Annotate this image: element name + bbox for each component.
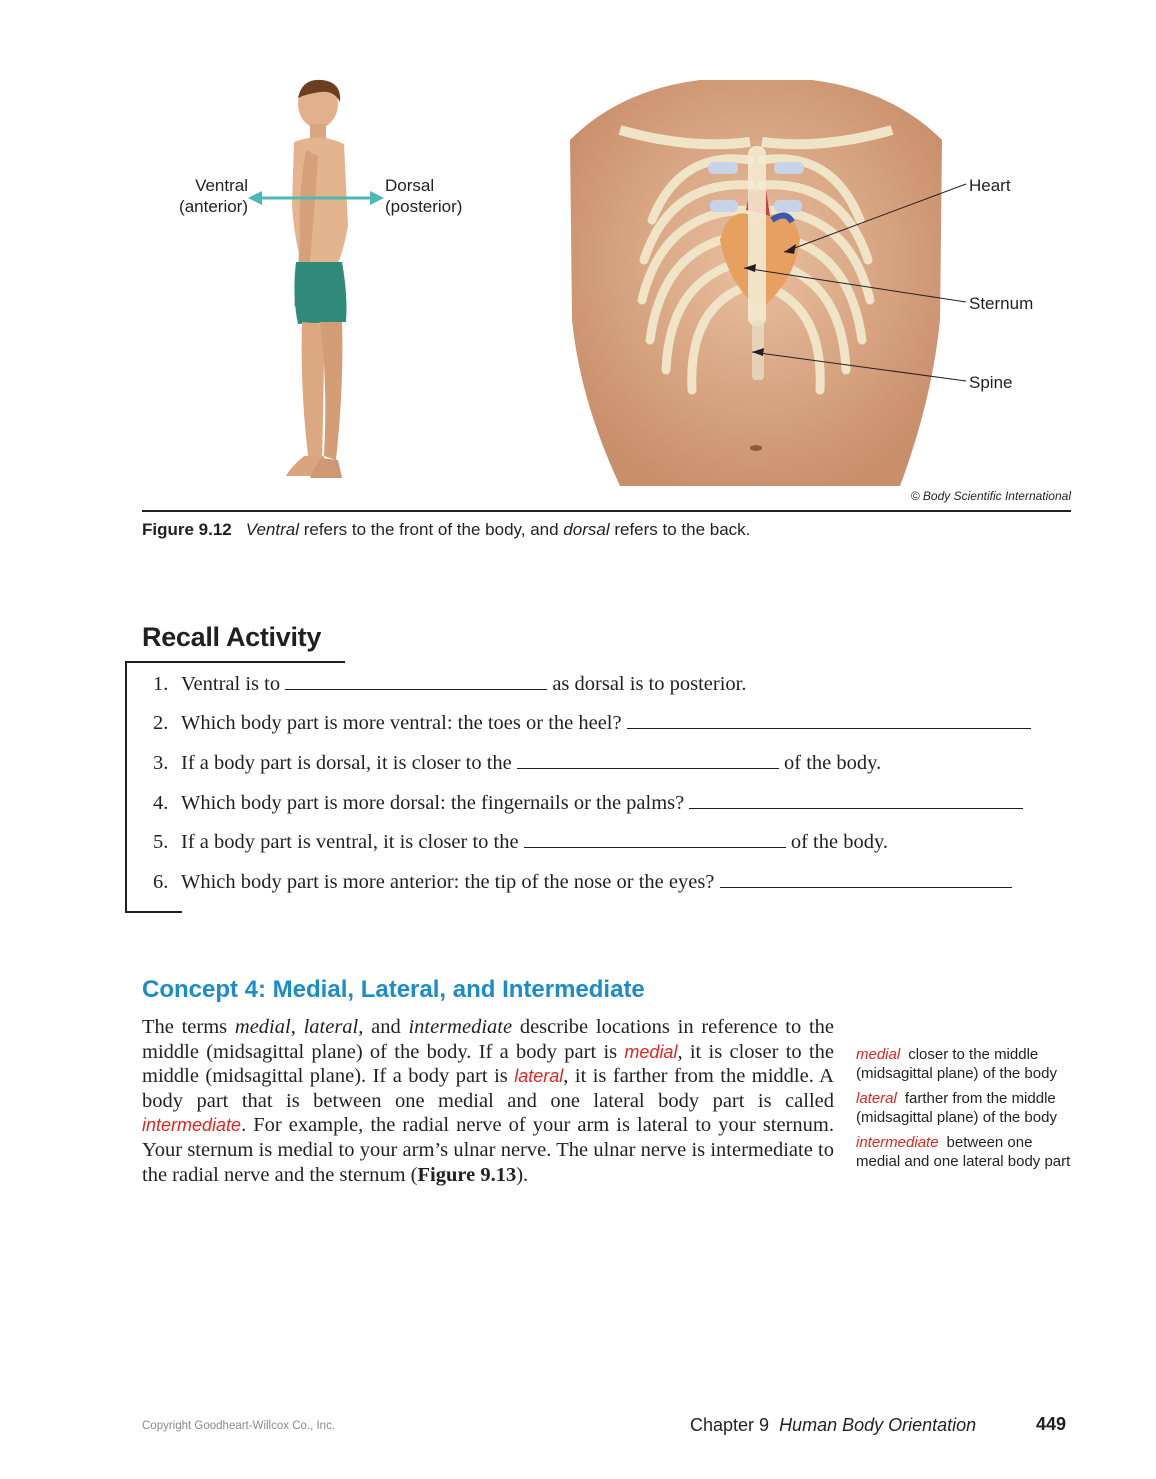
figure-divider	[142, 510, 1071, 512]
recall-question-3: 3. If a body part is dorsal, it is closer to the of the body.	[153, 752, 882, 774]
recall-question-6: 6. Which body part is more anterior: the tip of the nose or the eyes?	[153, 869, 1012, 895]
answer-blank[interactable]	[627, 710, 1031, 729]
ventral-dorsal-arrow	[248, 188, 384, 208]
caption-term-ventral: Ventral	[245, 520, 299, 539]
dorsal-label: Dorsal (posterior)	[385, 176, 463, 216]
caption-text-end: refers to the back.	[609, 520, 751, 539]
glossary-item: lateral farther from the middle (midsagittal plane) of the body	[856, 1090, 1057, 1126]
concept-heading: Concept 4: Medial, Lateral, and Intermediate	[142, 976, 645, 1003]
recall-box-border	[125, 661, 127, 913]
answer-blank[interactable]	[689, 790, 1023, 809]
image-credit: © Body Scientific International	[910, 489, 1071, 503]
recall-question-1: 1. Ventral is to as dorsal is to posterior.	[153, 673, 747, 695]
concept-paragraph: The terms medial, lateral, and intermediate describe locations in reference to the middle (midsagittal plane) of the body. If a body part is medial, it is closer to the middle (midsagittal plane). If a body part is lateral, it is farther from the middle. A body part that is between one medial and one lateral body part is called intermediate. For example, the radial nerve of your arm is lateral to your sternum. Your sternum is medial to your arm’s ulnar nerve. The ulnar nerve is intermediate to the radial nerve and the sternum (Figure 9.13).	[142, 1016, 835, 1186]
recall-question-2: 2. Which body part is more ventral: the toes or the heel?	[153, 710, 1031, 736]
inline-term-intermediate: intermediate	[408, 1016, 513, 1038]
recall-question-4: 4. Which body part is more dorsal: the fingernails or the palms?	[153, 790, 1023, 816]
key-term-intermediate[interactable]: intermediate	[142, 1115, 242, 1136]
running-footer: Chapter 9 Human Body Orientation	[690, 1415, 977, 1435]
figure-caption	[142, 519, 750, 541]
recall-question-5: 5. If a body part is ventral, it is closer to the of the body.	[153, 831, 889, 853]
copyright-notice: Copyright Goodheart-Willcox Co., Inc.	[142, 1420, 336, 1432]
margin-glossary	[856, 1045, 1076, 1177]
answer-blank[interactable]	[517, 750, 779, 769]
key-term-medial[interactable]: medial	[624, 1041, 678, 1062]
figure-reference[interactable]: Figure 9.13	[417, 1163, 517, 1186]
callout-leader-lines	[700, 170, 980, 400]
ventral-label: Ventral (anterior)	[179, 176, 248, 216]
page-number: 449	[1036, 1414, 1067, 1434]
sternum-callout: Sternum	[969, 294, 1034, 313]
heart-callout: Heart	[969, 176, 1011, 195]
recall-box-border	[125, 911, 182, 913]
inline-term-lateral: lateral	[303, 1016, 359, 1038]
glossary-item: intermediate between one medial and one lateral body part	[856, 1134, 1071, 1170]
answer-blank[interactable]	[524, 829, 786, 848]
recall-activity-heading: Recall Activity	[142, 622, 322, 652]
answer-blank[interactable]	[720, 869, 1012, 888]
answer-blank[interactable]	[285, 671, 547, 690]
glossary-item: medial closer to the middle (midsagittal plane) of the body	[856, 1046, 1057, 1082]
side-view-body-illustration	[250, 76, 380, 486]
caption-text: refers to the front of the body, and	[299, 520, 564, 539]
recall-box-border	[125, 661, 345, 663]
key-term-lateral[interactable]: lateral	[514, 1066, 564, 1087]
caption-term-dorsal: dorsal	[563, 520, 610, 539]
inline-term-medial: medial	[234, 1016, 291, 1038]
figure-number: Figure 9.12	[142, 520, 232, 539]
spine-callout: Spine	[969, 373, 1013, 392]
